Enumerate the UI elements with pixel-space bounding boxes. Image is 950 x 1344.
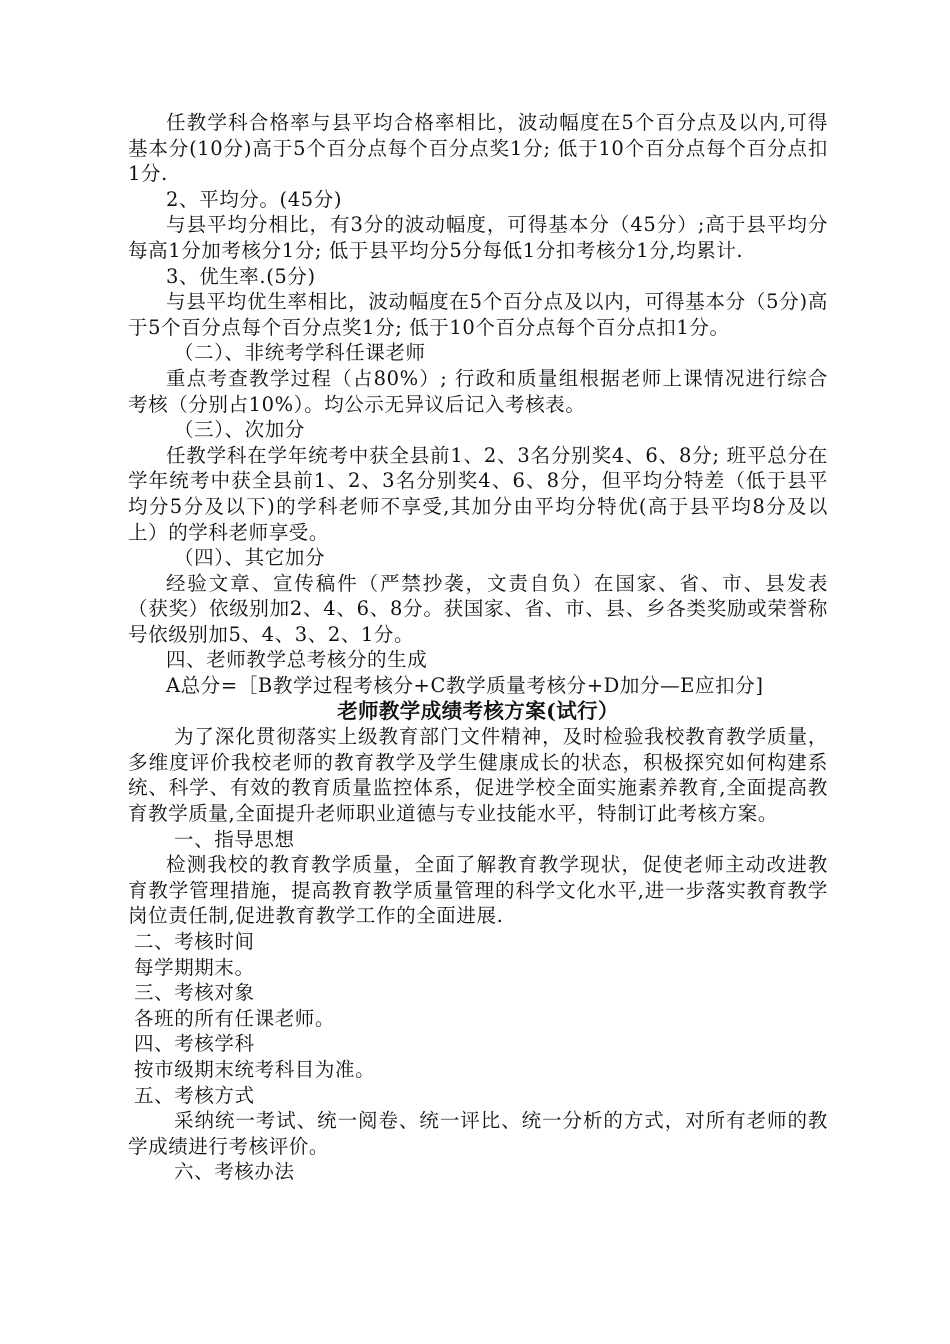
heading-total-score: 四、老师教学总考核分的生成 [166, 648, 428, 672]
paragraph-assessment-time: 每学期期末。 [134, 955, 255, 979]
heading-average-score: 2、平均分。(45分) [166, 187, 343, 211]
paragraph-assessment-target: 各班的所有任课老师。 [134, 1006, 336, 1030]
paragraph-average-score: 与县平均分相比，有3分的波动幅度，可得基本分（45分）;高于县平均分每高1分加考核分1分; 低于县平均分5分每低1分扣考核分1分,均累计. [128, 213, 828, 262]
heading-assessment-subjects: 四、考核学科 [134, 1032, 255, 1056]
paragraph-assessment-method: 采纳统一考试、统一阅卷、统一评比、统一分析的方式，对所有老师的教学成绩进行考核评价。 [128, 1109, 828, 1158]
heading-other-bonus: （四）、其它加分 [174, 546, 326, 570]
heading-assessment-method: 五、考核方式 [134, 1083, 255, 1107]
heading-assessment-target: 三、考核对象 [134, 981, 255, 1005]
document-title: 老师教学成绩考核方案(试行） [337, 698, 619, 723]
heading-bonus-points: （三）、次加分 [174, 418, 305, 442]
paragraph-introduction: 为了深化贯彻落实上级教育部门文件精神，及时检验我校教育教学质量，多维度评价我校老师的教育教学及学生健康成长的状态，积极探究如何构建系统、科学、有效的教育质量监控体系，促进学校全面实施素养教育,全面提高教育教学质量,全面提升老师职业道德与专业技能水平，特制订此考核方案。 [128, 725, 828, 826]
heading-assessment-procedure: 六、考核办法 [174, 1160, 295, 1184]
heading-assessment-time: 二、考核时间 [134, 930, 255, 953]
heading-non-exam-subjects: （二）、非统考学科任课老师 [174, 341, 426, 365]
formula-total-score: A总分=［B教学过程考核分+C教学质量考核分+D加分—E应扣分] [166, 674, 764, 698]
heading-excellence-rate: 3、优生率.(5分) [166, 264, 316, 288]
paragraph-guiding-ideology: 检测我校的教育教学质量，全面了解教育教学现状，促使老师主动改进教育教学管理措施，提高教育教学质量管理的科学文化水平,进一步落实教育教学岗位责任制,促进教育教学工作的全面进展. [128, 853, 828, 928]
paragraph-non-exam-subjects: 重点考查教学过程（占80%）; 行政和质量组根据老师上课情况进行综合考核（分别占10%）。均公示无异议后记入考核表。 [128, 366, 828, 416]
paragraph-pass-rate: 任教学科合格率与县平均合格率相比，波动幅度在5个百分点及以内,可得基本分(10分)高于5个百分点每个百分点奖1分; 低于10个百分点每个百分点扣1分. [128, 111, 828, 186]
paragraph-bonus-points: 任教学科在学年统考中获全县前1、2、3名分别奖4、6、8分; 班平总分在学年统考中获全县前1、2、3名分别奖4、6、8分，但平均分特差（低于县平均分5分及以下)的学科老师不享受,其加分由平均分特优(高于县平均8分及以上）的学科老师享受。 [128, 443, 828, 544]
heading-guiding-ideology: 一、指导思想 [174, 827, 295, 851]
document-page [128, 110, 828, 1185]
paragraph-other-bonus: 经验文章、宣传稿件（严禁抄袭，文责自负）在国家、省、市、县发表（获奖）依级别加2、4、6、8分。获国家、省、市、县、乡各类奖励或荣誉称号依级别加5、4、3、2、1分。 [128, 571, 828, 646]
paragraph-excellence-rate: 与县平均优生率相比，波动幅度在5个百分点及以内，可得基本分（5分)高于5个百分点每个百分点奖1分; 低于10个百分点每个百分点扣1分。 [128, 290, 828, 339]
paragraph-assessment-subjects: 按市级期末统考科目为准。 [134, 1057, 376, 1081]
